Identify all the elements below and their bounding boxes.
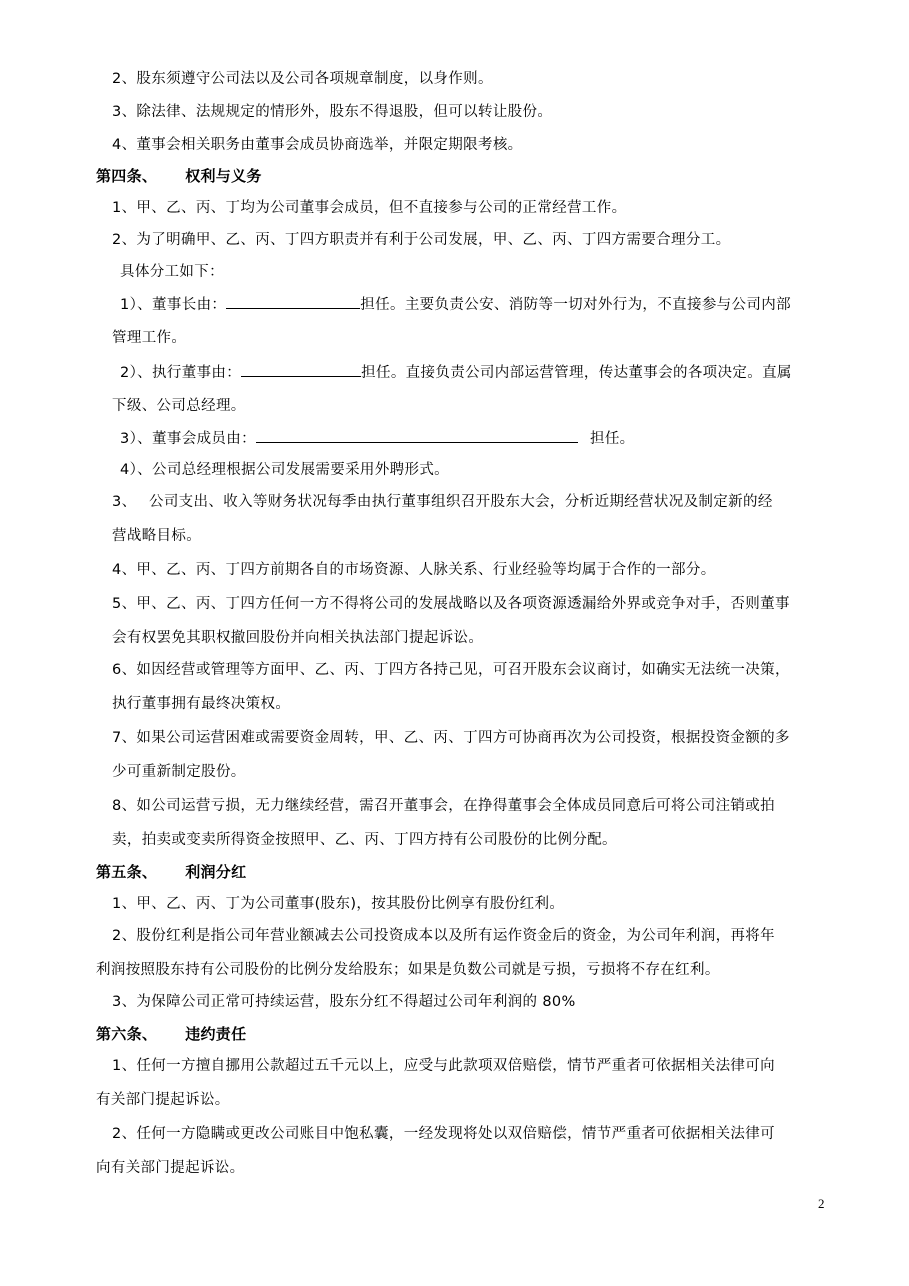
article-heading: [96, 166, 262, 186]
clause-line: 会有权罢免其职权撤回股份并向相关执法部门提起诉讼。: [112, 630, 484, 646]
clause-line: 8、如公司运营亏损，无力继续经营，需召开董事会，在挣得董事会全体成员同意后可将公司注销或拍: [112, 798, 775, 814]
clause-line: 2、股份红利是指公司年营业额减去公司投资成本以及所有运作资金后的资金，为公司年利润，再将年: [112, 928, 775, 944]
role-line-members: [120, 428, 635, 449]
article-title: 利润分红: [185, 863, 247, 881]
fill-in-blank[interactable]: [226, 294, 360, 309]
clause-line: 5、甲、乙、丙、丁四方任何一方不得将公司的发展战略以及各项资源透漏给外界或竞争对手，否则董事: [112, 596, 790, 612]
clause-line: 3、除法律、法规规定的情形外，股东不得退股，但可以转让股份。: [112, 104, 553, 120]
article-number: 第五条、: [96, 863, 158, 881]
role-label: 3）、董事会成员由：: [120, 431, 256, 447]
role-line-executive: [120, 362, 792, 383]
clause-line: 4、董事会相关职务由董事会成员协商选举，并限定期限考核。: [112, 137, 523, 153]
clause-line: 1、甲、乙、丙、丁均为公司董事会成员，但不直接参与公司的正常经营工作。: [112, 200, 627, 216]
fill-in-blank[interactable]: [241, 362, 361, 377]
clause-line: 4、甲、乙、丙、丁四方前期各自的市场资源、人脉关系、行业经验等均属于合作的一部分。: [112, 562, 716, 578]
clause-line: 4）、公司总经理根据公司发展需要采用外聘形式。: [120, 462, 450, 478]
article-number: 第四条、: [96, 167, 158, 185]
clause-line: 具体分工如下：: [120, 264, 224, 280]
role-label: 2）、执行董事由：: [120, 365, 242, 381]
clause-line: 6、如因经营或管理等方面甲、乙、丙、丁四方各持己见，可召开股东会议商讨，如确实无法统一决策，: [112, 662, 790, 678]
fill-in-blank[interactable]: [256, 428, 578, 443]
role-label: 1）、董事长由：: [120, 297, 227, 313]
article-heading: [96, 1024, 246, 1044]
clause-line: 管理工作。: [112, 330, 187, 346]
clause-line: 3、 公司支出、收入等财务状况每季由执行董事组织召开股东大会，分析近期经营状况及制定新的经: [112, 494, 773, 510]
article-title: 违约责任: [185, 1025, 247, 1043]
article-title: 权利与义务: [185, 167, 262, 185]
clause-line: 执行董事拥有最终决策权。: [112, 696, 291, 712]
clause-line: 1、任何一方擅自挪用公款超过五千元以上，应受与此款项双倍赔偿，情节严重者可依据相关法律可向: [112, 1058, 775, 1074]
clause-line: 下级、公司总经理。: [112, 398, 246, 414]
clause-line: 3、为保障公司正常可持续运营，股东分红不得超过公司年利润的 80%: [112, 994, 576, 1010]
clause-line: 向有关部门提起诉讼。: [96, 1160, 245, 1176]
clause-line: 营战略目标。: [112, 528, 202, 544]
clause-line: 少可重新制定股份。: [112, 764, 246, 780]
clause-line: 有关部门提起诉讼。: [96, 1092, 230, 1108]
clause-line: 2、为了明确甲、乙、丙、丁四方职责并有利于公司发展，甲、乙、丙、丁四方需要合理分工。: [112, 232, 731, 248]
clause-line: 7、如果公司运营困难或需要资金周转，甲、乙、丙、丁四方可协商再次为公司投资，根据投资金额的多: [112, 730, 790, 746]
page-number: 2: [818, 1196, 825, 1211]
article-heading: [96, 862, 246, 882]
role-description: 担任。主要负责公安、消防等一切对外行为，不直接参与公司内部: [360, 297, 791, 313]
role-description: 担任。: [589, 431, 635, 447]
clause-line: 1、甲、乙、丙、丁为公司董事(股东)，按其股份比例享有股份红利。: [112, 896, 565, 912]
clause-line: 利润按照股东持有公司股份的比例分发给股东；如果是负数公司就是亏损，亏损将不存在红利。: [96, 962, 720, 978]
clause-line: 卖，拍卖或变卖所得资金按照甲、乙、丙、丁四方持有公司股份的比例分配。: [112, 832, 617, 848]
role-description: 担任。直接负责公司内部运营管理，传达董事会的各项决定。直属: [361, 365, 792, 381]
article-number: 第六条、: [96, 1025, 158, 1043]
clause-line: 2、任何一方隐瞒或更改公司账目中饱私囊，一经发现将处以双倍赔偿，情节严重者可依据相关法律可: [112, 1126, 775, 1142]
clause-line: 2、股东须遵守公司法以及公司各项规章制度，以身作则。: [112, 71, 493, 87]
role-line-chairman: [120, 294, 791, 315]
